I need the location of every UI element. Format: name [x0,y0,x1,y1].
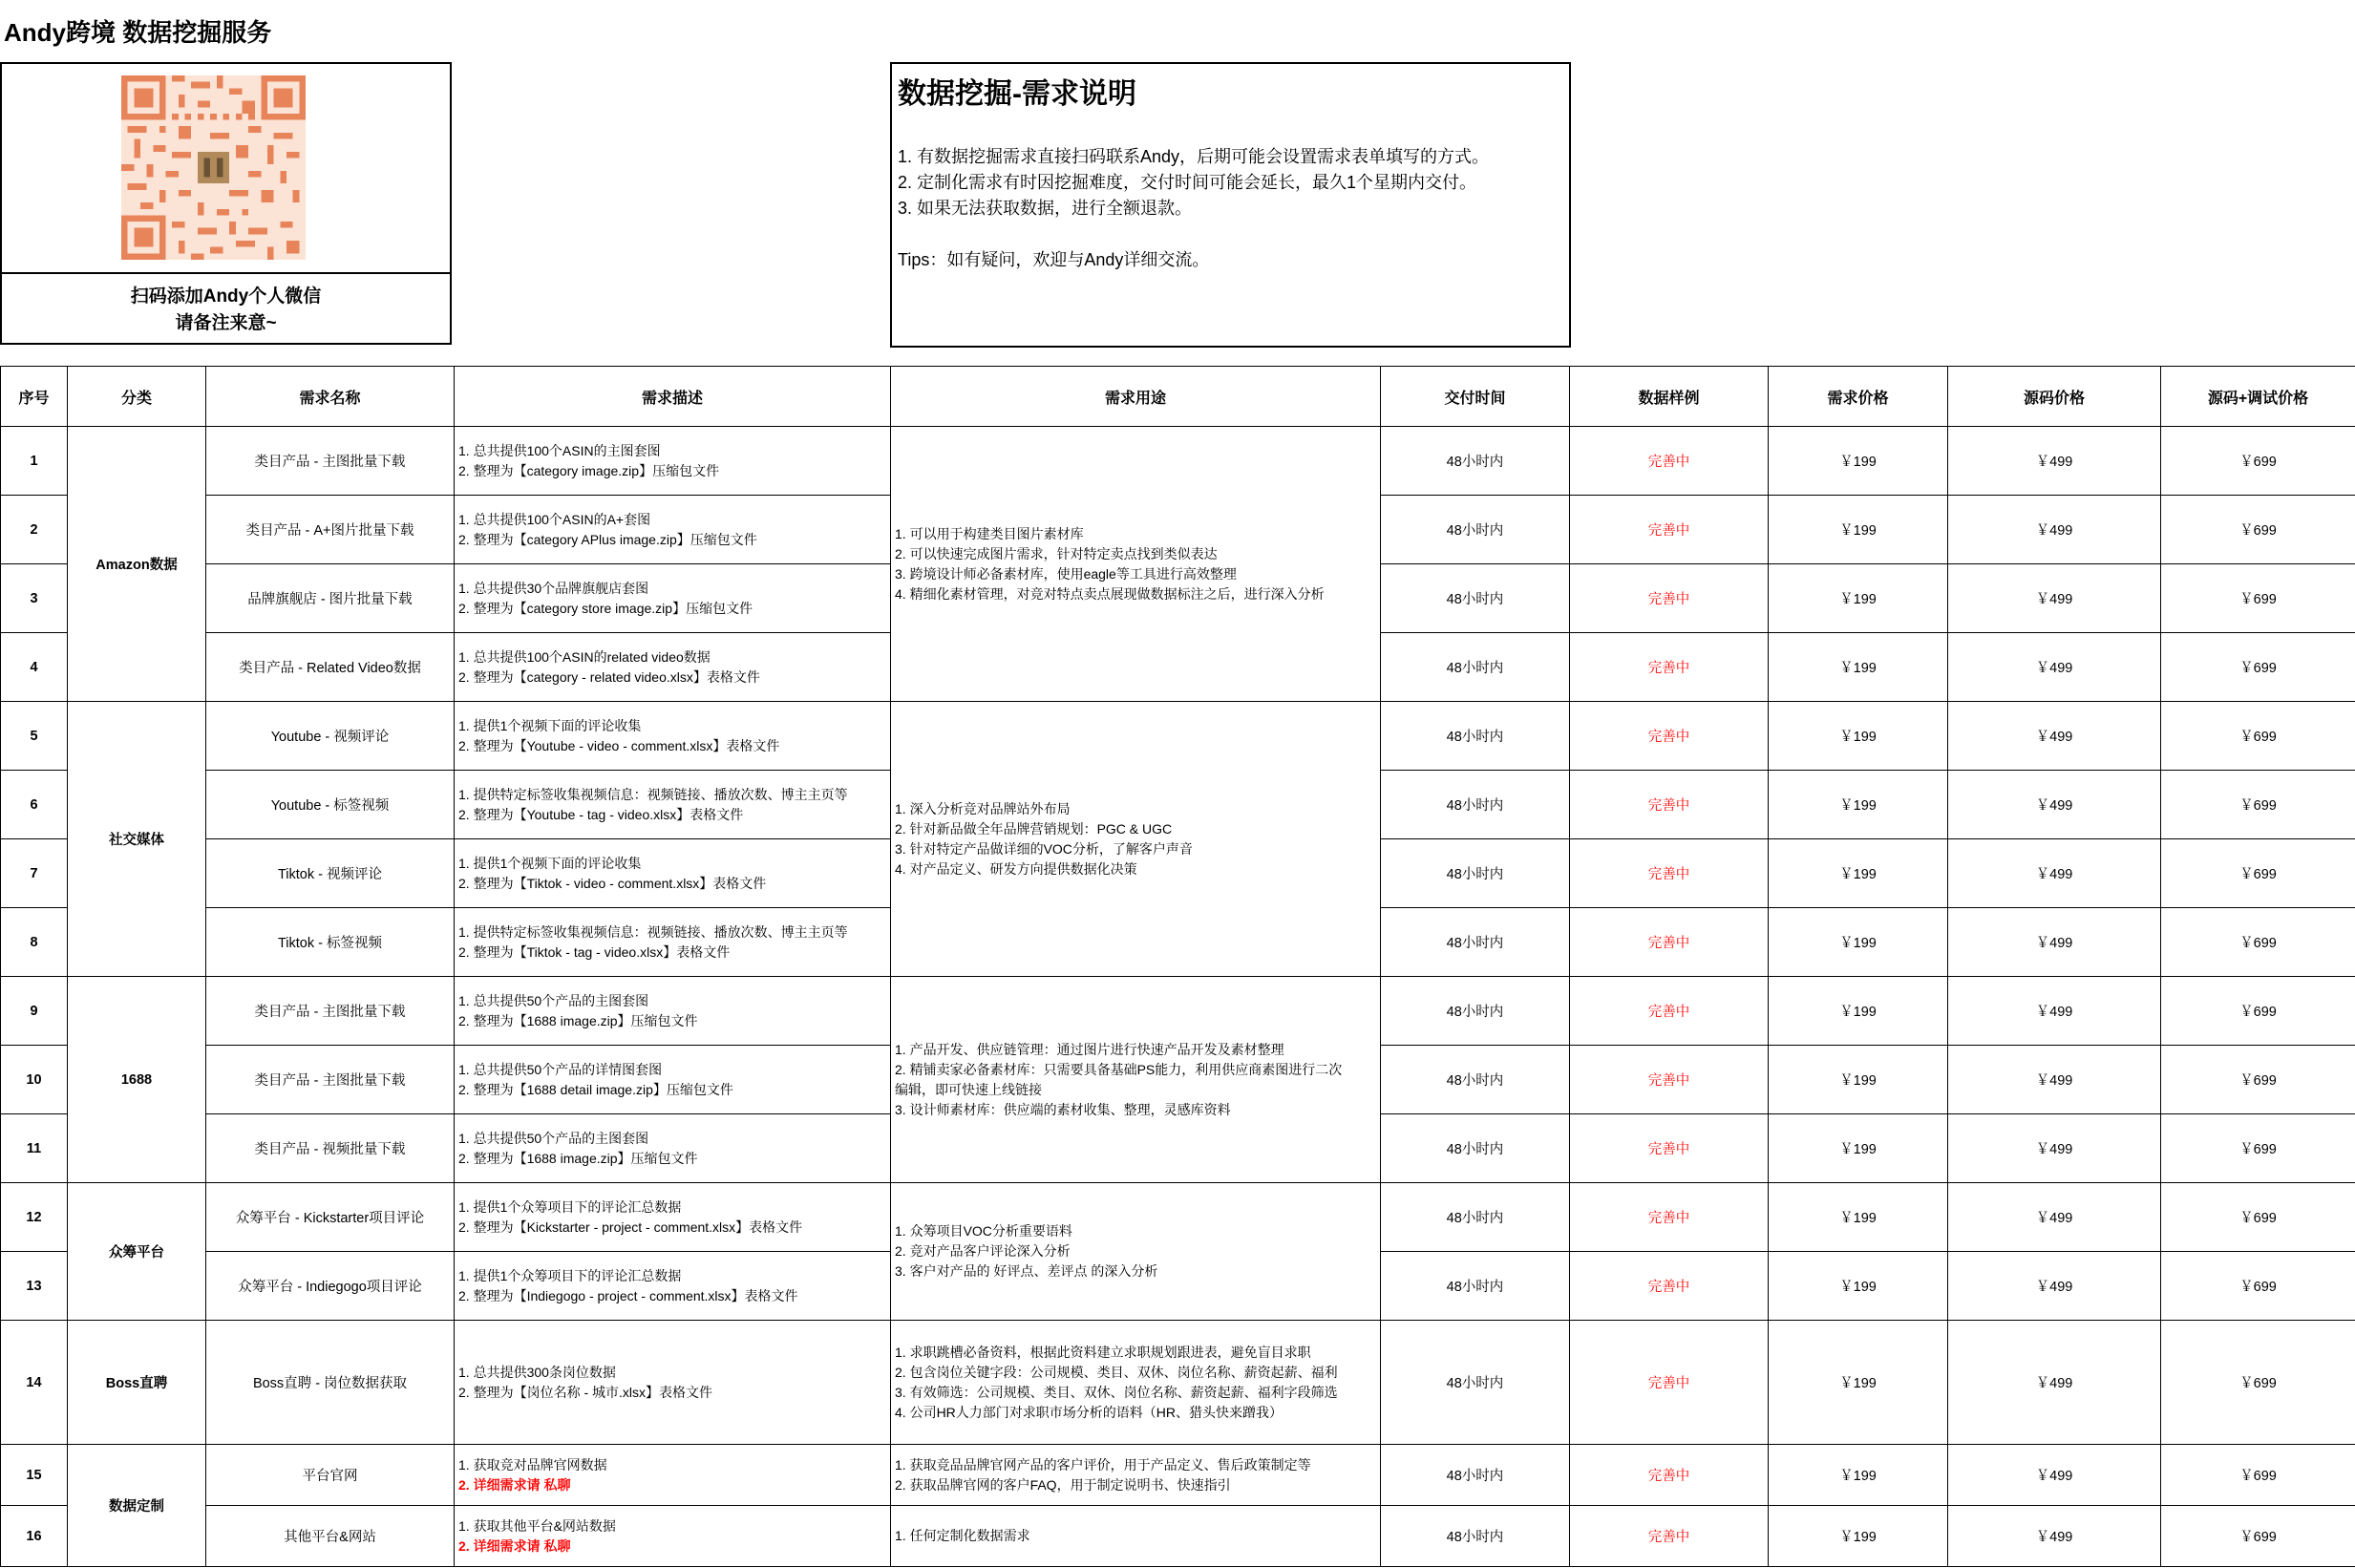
row-index: 9 [1,977,68,1046]
description-line: 1. 总共提供300条岗位数据 [458,1364,616,1380]
row-index: 4 [1,633,68,702]
usage-cell [891,977,1381,1183]
request-name: 其他平台&网站 [206,1506,455,1567]
delivery-time: 48小时内 [1381,1445,1570,1506]
price: ￥199 [1769,1321,1948,1445]
table-row [1,702,2355,771]
row-index: 7 [1,839,68,908]
delivery-time: 48小时内 [1381,702,1570,771]
header-source-debug-price: 源码+调试价格 [2161,367,2355,427]
description-line: 1. 总共提供50个产品的主图套图 [458,992,649,1008]
category-cell: 社交媒体 [68,702,206,977]
qr-caption-line1: 扫码添加Andy个人微信 [130,286,322,307]
sample-status: 完善中 [1570,839,1769,908]
qr-panel [0,62,452,345]
sample-status: 完善中 [1570,564,1769,633]
request-description [455,1046,891,1114]
usage-line: 3. 跨境设计师必备素材库，使用eagle等工具进行高效整理 [895,565,1237,582]
request-description [455,496,891,564]
source-debug-price: ￥699 [2161,1114,2355,1183]
usage-line: 1. 众筹项目VOC分析重要语料 [895,1223,1072,1239]
requirements-tips: Tips：如有疑问，欢迎与Andy详细交流。 [898,250,1210,269]
header-description: 需求描述 [455,367,891,427]
table-row [1,1183,2355,1252]
request-name: 类目产品 - 主图批量下载 [206,427,455,496]
table-row [1,1321,2355,1445]
header-category: 分类 [68,367,206,427]
price: ￥199 [1769,427,1948,496]
source-price: ￥499 [1948,977,2161,1046]
description-line: 2. 详细需求请 私聊 [458,1537,571,1554]
request-name: 品牌旗舰店 - 图片批量下载 [206,564,455,633]
usage-line: 3. 有效筛选：公司规模、类目、双休、岗位名称、薪资起薪、福利字段筛选 [895,1384,1338,1400]
delivery-time: 48小时内 [1381,771,1570,839]
description-line: 2. 整理为【category - related video.xlsx】表格文件 [458,668,760,685]
sample-status: 完善中 [1570,1252,1769,1321]
request-description [455,427,891,496]
usage-cell [891,1445,1381,1506]
usage-line: 3. 针对特定产品做详细的VOC分析，了解客户声音 [895,840,1193,857]
usage-line: 2. 可以快速完成图片需求，针对特定卖点找到类似表达 [895,545,1218,562]
sample-status: 完善中 [1570,908,1769,977]
sample-status: 完善中 [1570,977,1769,1046]
request-name: Tiktok - 标签视频 [206,908,455,977]
usage-line: 2. 获取品牌官网的客户FAQ，用于制定说明书、快速指引 [895,1476,1231,1493]
header-delivery-time: 交付时间 [1381,367,1570,427]
request-name: 类目产品 - A+图片批量下载 [206,496,455,564]
description-line: 2. 整理为【1688 detail image.zip】压缩包文件 [458,1081,733,1097]
usage-line: 2. 包含岗位关键字段：公司规模、类目、双休、岗位名称、薪资起薪、福利 [895,1364,1338,1380]
delivery-time: 48小时内 [1381,908,1570,977]
delivery-time: 48小时内 [1381,839,1570,908]
usage-line: 4. 对产品定义、研发方向提供数据化决策 [895,860,1137,877]
delivery-time: 48小时内 [1381,1506,1570,1567]
category-cell: Boss直聘 [68,1321,206,1445]
price: ￥199 [1769,564,1948,633]
source-price: ￥499 [1948,427,2161,496]
source-debug-price: ￥699 [2161,1252,2355,1321]
category-cell: 1688 [68,977,206,1183]
sample-status: 完善中 [1570,1445,1769,1506]
description-line: 2. 整理为【Indiegogo - project - comment.xlsx】表格文件 [458,1287,798,1303]
requirements-heading: 数据挖掘-需求说明 [898,78,1136,110]
row-index: 16 [1,1506,68,1567]
source-price: ￥499 [1948,839,2161,908]
header-sample: 数据样例 [1570,367,1769,427]
description-line: 1. 总共提供100个ASIN的主图套图 [458,442,661,458]
usage-line: 1. 任何定制化数据需求 [895,1528,1030,1543]
row-index: 10 [1,1046,68,1114]
price: ￥199 [1769,1046,1948,1114]
request-name: 众筹平台 - Kickstarter项目评论 [206,1183,455,1252]
header-name: 需求名称 [206,367,455,427]
description-line: 1. 提供1个众筹项目下的评论汇总数据 [458,1198,682,1215]
delivery-time: 48小时内 [1381,977,1570,1046]
row-index: 3 [1,564,68,633]
source-price: ￥499 [1948,1046,2161,1114]
description-line: 2. 整理为【Youtube - tag - video.xlsx】表格文件 [458,806,744,822]
request-description [455,839,891,908]
description-line: 1. 总共提供50个产品的详情图套图 [458,1061,663,1077]
usage-line: 1. 产品开发、供应链管理：通过图片进行快速产品开发及素材整理 [895,1041,1284,1057]
price: ￥199 [1769,1445,1948,1506]
header-price: 需求价格 [1769,367,1948,427]
usage-line: 1. 可以用于构建类目图片素材库 [895,525,1084,541]
price: ￥199 [1769,977,1948,1046]
price: ￥199 [1769,839,1948,908]
usage-cell [891,427,1381,702]
price: ￥199 [1769,702,1948,771]
qr-caption [2,272,450,347]
page-title: Andy跨境 数据挖掘服务 [4,18,272,47]
source-price: ￥499 [1948,1445,2161,1506]
requirements-list [898,144,1569,222]
qr-code-icon[interactable] [121,75,306,260]
description-line: 2. 整理为【category image.zip】压缩包文件 [458,462,720,478]
request-name: 平台官网 [206,1445,455,1506]
delivery-time: 48小时内 [1381,1183,1570,1252]
table-row [1,1445,2355,1506]
row-index: 5 [1,702,68,771]
usage-line: 3. 客户对产品的 好评点、差评点 的深入分析 [895,1263,1158,1279]
header-source-price: 源码价格 [1948,367,2161,427]
sample-status: 完善中 [1570,1506,1769,1567]
description-line: 1. 提供1个视频下面的评论收集 [458,717,642,733]
price: ￥199 [1769,1183,1948,1252]
request-name: Tiktok - 视频评论 [206,839,455,908]
usage-line: 1. 获取竞品品牌官网产品的客户评价，用于产品定义、售后政策制定等 [895,1456,1311,1473]
description-line: 1. 获取其他平台&网站数据 [458,1517,616,1534]
request-description [455,702,891,771]
request-name: 类目产品 - 主图批量下载 [206,1046,455,1114]
sample-status: 完善中 [1570,1321,1769,1445]
description-line: 2. 整理为【category store image.zip】压缩包文件 [458,600,753,616]
row-index: 8 [1,908,68,977]
source-price: ￥499 [1948,1183,2161,1252]
description-line: 2. 整理为【category APlus image.zip】压缩包文件 [458,531,757,547]
sample-status: 完善中 [1570,633,1769,702]
usage-line: 2. 精铺卖家必备素材库：只需要具备基础PS能力，利用供应商素图进行二次 [895,1061,1343,1077]
description-line: 1. 提供特定标签收集视频信息：视频链接、播放次数、博主主页等 [458,923,848,940]
source-debug-price: ￥699 [2161,1506,2355,1567]
requirement-item: 3. 如果无法获取数据，进行全额退款。 [898,199,1193,218]
source-price: ￥499 [1948,908,2161,977]
request-description [455,1321,891,1445]
request-description [455,977,891,1046]
header-usage: 需求用途 [891,367,1381,427]
delivery-time: 48小时内 [1381,633,1570,702]
source-debug-price: ￥699 [2161,1445,2355,1506]
usage-line: 4. 精细化素材管理，对竞对特点卖点展现做数据标注之后，进行深入分析 [895,585,1325,602]
requirement-item: 1. 有数据挖掘需求直接扫码联系Andy，后期可能会设置需求表单填写的方式。 [898,147,1490,166]
requirement-item: 2. 定制化需求有时因挖掘难度，交付时间可能会延长，最久1个星期内交付。 [898,173,1477,192]
sample-status: 完善中 [1570,427,1769,496]
sample-status: 完善中 [1570,1183,1769,1252]
request-description [455,1506,891,1567]
source-debug-price: ￥699 [2161,908,2355,977]
source-debug-price: ￥699 [2161,427,2355,496]
request-description [455,1183,891,1252]
usage-cell [891,1506,1381,1567]
source-price: ￥499 [1948,633,2161,702]
price: ￥199 [1769,1252,1948,1321]
source-debug-price: ￥699 [2161,977,2355,1046]
services-table [0,366,2355,1567]
request-name: 众筹平台 - Indiegogo项目评论 [206,1252,455,1321]
source-price: ￥499 [1948,1321,2161,1445]
description-line: 1. 总共提供50个产品的主图套图 [458,1130,649,1146]
sample-status: 完善中 [1570,1046,1769,1114]
row-index: 13 [1,1252,68,1321]
description-line: 2. 详细需求请 私聊 [458,1476,571,1493]
source-debug-price: ￥699 [2161,1321,2355,1445]
header-index: 序号 [1,367,68,427]
description-line: 1. 获取竞对品牌官网数据 [458,1456,607,1473]
price: ￥199 [1769,1506,1948,1567]
usage-cell [891,1183,1381,1321]
source-debug-price: ￥699 [2161,771,2355,839]
price: ￥199 [1769,633,1948,702]
request-description [455,908,891,977]
description-line: 2. 整理为【1688 image.zip】压缩包文件 [458,1012,698,1028]
price: ￥199 [1769,908,1948,977]
category-cell: 众筹平台 [68,1183,206,1321]
request-name: 类目产品 - 视频批量下载 [206,1114,455,1183]
usage-line: 2. 针对新品做全年品牌营销规划：PGC & UGC [895,820,1173,837]
description-line: 1. 提供1个视频下面的评论收集 [458,855,642,871]
source-debug-price: ￥699 [2161,1046,2355,1114]
row-index: 1 [1,427,68,496]
source-price: ￥499 [1948,771,2161,839]
requirements-panel [890,62,1571,348]
delivery-time: 48小时内 [1381,1321,1570,1445]
usage-line: 1. 求职跳槽必备资料，根据此资料建立求职规划跟进表，避免盲目求职 [895,1344,1311,1360]
sample-status: 完善中 [1570,771,1769,839]
request-name: Youtube - 标签视频 [206,771,455,839]
price: ￥199 [1769,1114,1948,1183]
description-line: 2. 整理为【Tiktok - video - comment.xlsx】表格文件 [458,875,767,891]
request-description [455,771,891,839]
description-line: 2. 整理为【岗位名称 - 城市.xlsx】表格文件 [458,1384,713,1400]
request-description [455,633,891,702]
usage-cell [891,1321,1381,1445]
source-price: ￥499 [1948,564,2161,633]
usage-line: 4. 公司HR人力部门对求职市场分析的语料（HR、猎头快来蹭我） [895,1404,1284,1420]
row-index: 15 [1,1445,68,1506]
usage-line: 编辑，即可快速上线链接 [895,1081,1042,1097]
usage-line: 2. 竞对产品客户评论深入分析 [895,1243,1071,1259]
delivery-time: 48小时内 [1381,564,1570,633]
source-debug-price: ￥699 [2161,1183,2355,1252]
row-index: 6 [1,771,68,839]
sample-status: 完善中 [1570,496,1769,564]
request-name: 类目产品 - Related Video数据 [206,633,455,702]
request-name: Boss直聘 - 岗位数据获取 [206,1321,455,1445]
request-name: 类目产品 - 主图批量下载 [206,977,455,1046]
description-line: 2. 整理为【Youtube - video - comment.xlsx】表格文件 [458,737,780,753]
usage-line: 3. 设计师素材库：供应端的素材收集、整理，灵感库资料 [895,1101,1231,1117]
description-line: 1. 提供特定标签收集视频信息：视频链接、播放次数、博主主页等 [458,786,848,802]
delivery-time: 48小时内 [1381,1114,1570,1183]
source-price: ￥499 [1948,1252,2161,1321]
source-price: ￥499 [1948,496,2161,564]
table-row [1,427,2355,496]
request-name: Youtube - 视频评论 [206,702,455,771]
row-index: 12 [1,1183,68,1252]
description-line: 1. 总共提供100个ASIN的related video数据 [458,648,711,665]
description-line: 1. 总共提供30个品牌旗舰店套图 [458,580,649,596]
row-index: 11 [1,1114,68,1183]
category-cell: Amazon数据 [68,427,206,702]
table-header-row [1,367,2355,427]
source-price: ￥499 [1948,702,2161,771]
delivery-time: 48小时内 [1381,1252,1570,1321]
delivery-time: 48小时内 [1381,1046,1570,1114]
price: ￥199 [1769,771,1948,839]
sample-status: 完善中 [1570,1114,1769,1183]
source-debug-price: ￥699 [2161,839,2355,908]
request-description [455,564,891,633]
request-description [455,1445,891,1506]
description-line: 2. 整理为【1688 image.zip】压缩包文件 [458,1150,698,1166]
source-debug-price: ￥699 [2161,564,2355,633]
delivery-time: 48小时内 [1381,496,1570,564]
description-line: 1. 提供1个众筹项目下的评论汇总数据 [458,1267,682,1283]
usage-cell [891,702,1381,977]
source-debug-price: ￥699 [2161,496,2355,564]
source-debug-price: ￥699 [2161,702,2355,771]
sample-status: 完善中 [1570,702,1769,771]
row-index: 14 [1,1321,68,1445]
description-line: 1. 总共提供100个ASIN的A+套图 [458,511,651,527]
table-row [1,977,2355,1046]
price: ￥199 [1769,496,1948,564]
source-price: ￥499 [1948,1114,2161,1183]
description-line: 2. 整理为【Kickstarter - project - comment.xlsx】表格文件 [458,1218,803,1235]
usage-line: 1. 深入分析竞对品牌站外布局 [895,800,1071,816]
table-row [1,1506,2355,1567]
description-line: 2. 整理为【Tiktok - tag - video.xlsx】表格文件 [458,943,731,960]
request-description [455,1252,891,1321]
request-description [455,1114,891,1183]
source-debug-price: ￥699 [2161,633,2355,702]
qr-caption-line2: 请备注来意~ [175,313,277,333]
row-index: 2 [1,496,68,564]
category-cell: 数据定制 [68,1445,206,1567]
source-price: ￥499 [1948,1506,2161,1567]
delivery-time: 48小时内 [1381,427,1570,496]
